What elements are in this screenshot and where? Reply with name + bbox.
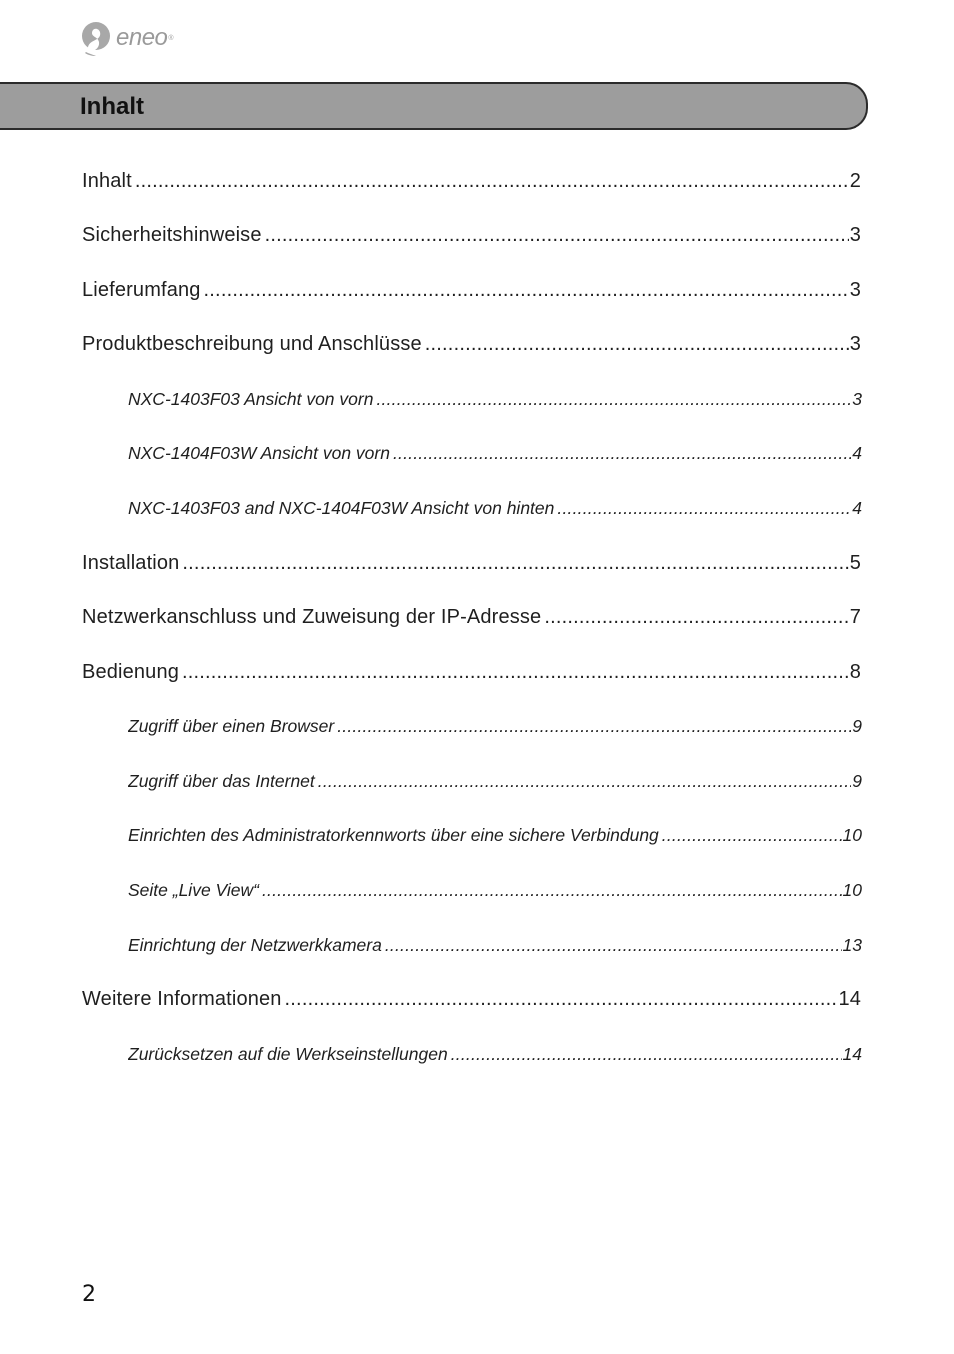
toc-subentry[interactable] <box>128 1044 862 1065</box>
toc-subentry[interactable] <box>128 880 862 901</box>
toc-entry-page: 3 <box>849 279 861 301</box>
toc-entry-page: 4 <box>852 498 862 518</box>
toc-entry-title: NXC-1403F03 and NXC-1404F03W Ansicht von hinten <box>128 498 555 518</box>
toc-entry-title: NXC-1403F03 Ansicht von vorn <box>128 389 374 409</box>
toc-entry[interactable] <box>82 552 861 575</box>
toc-dot-leader <box>385 935 842 956</box>
page-title: Inhalt <box>80 93 144 120</box>
toc-entry-page: 3 <box>849 224 861 246</box>
toc-entry-title: Zugriff über das Internet <box>128 771 315 791</box>
toc-dot-leader <box>393 443 851 464</box>
toc-entry-page: 9 <box>852 716 862 736</box>
toc-dot-leader <box>557 498 851 519</box>
toc-entry[interactable] <box>82 279 861 302</box>
toc-entry-page: 4 <box>852 443 862 463</box>
toc-entry-title: Seite „Live View“ <box>128 880 259 900</box>
toc-entry-title: NXC-1404F03W Ansicht von vorn <box>128 443 390 463</box>
toc-entry-page: 3 <box>849 333 861 355</box>
section-title-bar <box>0 82 868 130</box>
toc-subentry[interactable] <box>128 935 862 956</box>
toc-dot-leader <box>337 716 851 737</box>
eneo-logo-icon <box>80 19 112 57</box>
toc-dot-leader <box>182 661 849 684</box>
toc-entry-title: Zurücksetzen auf die Werkseinstellungen <box>128 1044 448 1064</box>
toc-dot-leader <box>285 988 838 1011</box>
toc-entry-page: 14 <box>842 1044 862 1064</box>
toc-entry-page: 10 <box>842 880 862 900</box>
toc-entry-page: 5 <box>849 552 861 574</box>
toc-entry-page: 10 <box>842 825 862 845</box>
toc-entry-page: 9 <box>852 771 862 791</box>
toc-entry-title: Inhalt <box>82 170 132 192</box>
toc-dot-leader <box>135 170 849 193</box>
toc-entry-title: Zugriff über einen Browser <box>128 716 335 736</box>
toc-entry-title: Installation <box>82 552 180 574</box>
toc-subentry[interactable] <box>128 825 862 846</box>
toc-dot-leader <box>425 333 849 356</box>
toc-entry[interactable] <box>82 661 861 684</box>
toc-dot-leader <box>662 825 842 846</box>
toc-entry[interactable] <box>82 988 861 1011</box>
toc-entry-title: Netzwerkanschluss und Zuweisung der IP-Adresse <box>82 606 542 628</box>
toc-dot-leader <box>318 771 851 792</box>
brand-logo <box>80 18 174 58</box>
toc-subentry[interactable] <box>128 389 862 410</box>
toc-entry-page: 2 <box>849 170 861 192</box>
toc-entry-page: 7 <box>849 606 861 628</box>
toc-entry-title: Bedienung <box>82 661 179 683</box>
toc-entry-title: Einrichtung der Netzwerkkamera <box>128 935 382 955</box>
toc-entry-page: 13 <box>842 935 862 955</box>
toc-entry-title: Lieferumfang <box>82 279 201 301</box>
toc-entry-title: Einrichten des Administratorkennworts über eine sichere Verbindung <box>128 825 659 845</box>
toc-dot-leader <box>451 1044 842 1065</box>
toc-entry[interactable] <box>82 606 861 629</box>
toc-subentry[interactable] <box>128 771 862 792</box>
toc-entry-page: 3 <box>852 389 862 409</box>
registered-mark: ® <box>168 34 174 42</box>
toc-dot-leader <box>265 224 849 247</box>
toc-subentry[interactable] <box>128 716 862 737</box>
toc-dot-leader <box>544 606 848 629</box>
toc-entry-title: Sicherheitshinweise <box>82 224 262 246</box>
toc-entry-title: Produktbeschreibung und Anschlüsse <box>82 333 422 355</box>
toc-dot-leader <box>376 389 851 410</box>
toc-subentry[interactable] <box>128 443 862 464</box>
toc-dot-leader <box>262 880 842 901</box>
toc-entry-title: Weitere Informationen <box>82 988 282 1010</box>
toc-subentry[interactable] <box>128 498 862 519</box>
toc-entry[interactable] <box>82 170 861 193</box>
brand-logo-text: eneo <box>116 24 168 51</box>
toc-entry[interactable] <box>82 333 861 356</box>
toc-entry-page: 8 <box>849 661 861 683</box>
toc-dot-leader <box>204 279 849 302</box>
toc-entry-page: 14 <box>838 988 861 1010</box>
page-number: 2 <box>82 1282 96 1307</box>
toc-entry[interactable] <box>82 224 861 247</box>
toc-dot-leader <box>182 552 848 575</box>
